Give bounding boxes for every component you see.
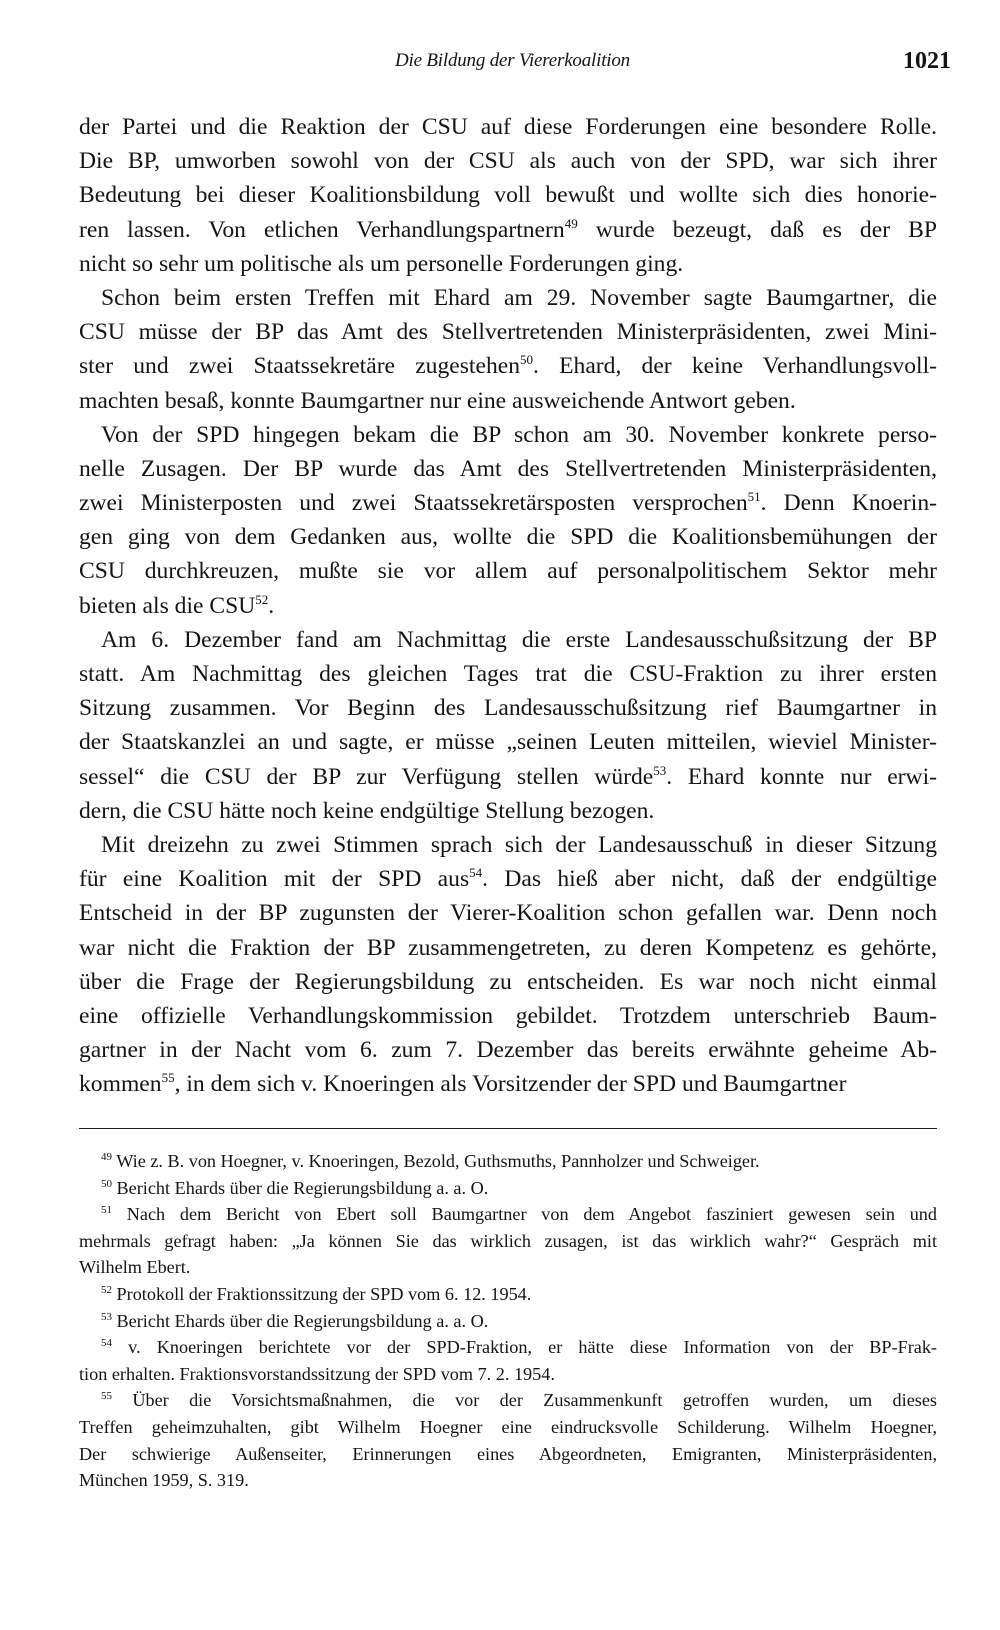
- line-text: Wilhelm Ebert.: [79, 1257, 191, 1278]
- text-line: [79, 1067, 937, 1101]
- text-line: [79, 965, 937, 999]
- line-text-continued: Über die Vorsichtsmaßnahmen, die vor der Zusammenkunft getroffen wurden, um dieses: [112, 1390, 937, 1411]
- footnote-marker: 55: [101, 1390, 112, 1403]
- line-text: Von der SPD hingegen bekam die BP schon am 30. November konkrete perso-: [101, 421, 937, 448]
- text-line: [79, 213, 937, 247]
- line-text: der Partei und die Reaktion der CSU auf diese Forderungen eine besondere Rolle.: [79, 114, 937, 140]
- text-line: [79, 999, 937, 1033]
- text-line: [79, 1148, 937, 1175]
- footnote-marker: 51: [101, 1204, 112, 1217]
- text-line: [79, 1334, 937, 1361]
- text-line: [79, 657, 937, 691]
- text-line: [79, 862, 937, 896]
- line-text: Schon beim ersten Treffen mit Ehard am 29. November sagte Baumgartner, die: [101, 284, 937, 311]
- line-text: mehrmals gefragt haben: „Ja können Sie das wirklich zusagen, ist das wirklich wahr?“ Gespräch mit: [79, 1230, 937, 1251]
- footnote-rule: [79, 1128, 937, 1129]
- footnote: [79, 1308, 937, 1335]
- text-line: [79, 1175, 937, 1202]
- text-line: [79, 589, 937, 623]
- line-text: war nicht die Fraktion der BP zusammengetreten, zu deren Kompetenz es gehörte,: [79, 934, 937, 961]
- line-text-continued: Bericht Ehards über die Regierungsbildung a. a. O.: [112, 1310, 489, 1331]
- text-line: [79, 896, 937, 930]
- line-text: Der schwierige Außenseiter, Erinnerungen eines Abgeordneten, Emigranten, Ministerpräsidenten,: [79, 1443, 937, 1464]
- footnote-marker: 52: [101, 1283, 112, 1296]
- footnote: [79, 1387, 937, 1493]
- line-text-continued: , in dem sich v. Knoeringen als Vorsitzender der SPD und Baumgartner: [174, 1071, 847, 1098]
- line-text-continued: Bericht Ehards über die Regierungsbildung a. a. O.: [112, 1177, 489, 1198]
- line-text: Bedeutung bei dieser Koalitionsbildung voll bewußt und wollte sich dies honorie-: [79, 182, 937, 209]
- running-head: [0, 48, 1000, 84]
- line-text: sessel“ die CSU der BP zur Verfügung stellen würde: [79, 763, 654, 790]
- line-text: ren lassen. Von etlichen Verhandlungspartnern: [79, 216, 565, 243]
- line-text: Sitzung zusammen. Vor Beginn des Landesausschußsitzung rief Baumgartner in: [79, 695, 937, 722]
- footnote: [79, 1334, 937, 1387]
- text-line: [79, 1228, 937, 1255]
- line-text: Am 6. Dezember fand am Nachmittag die erste Landesausschußsitzung der BP: [101, 626, 937, 653]
- line-text-continued: . Ehard konnte nur erwi-: [666, 763, 937, 790]
- footnote-marker: 49: [101, 1151, 112, 1163]
- text-line: [79, 486, 937, 520]
- text-line: [79, 452, 937, 486]
- running-title: Die Bildung der Viererkoalition: [395, 50, 630, 71]
- text-line: [79, 178, 937, 212]
- text-line: [79, 1033, 937, 1067]
- line-text: dern, die CSU hätte noch keine endgültige Stellung bezogen.: [79, 797, 655, 824]
- text-line: [79, 794, 937, 828]
- line-text: nicht so sehr um politische als um personelle Forderungen ging.: [79, 250, 684, 277]
- text-line: [79, 554, 937, 588]
- footnote: [79, 1175, 937, 1202]
- line-text-continued: .: [268, 592, 275, 619]
- text-line: [79, 1441, 937, 1468]
- line-text: CSU durchkreuzen, mußte sie vor allem auf personalpolitischem Sektor mehr: [79, 558, 937, 585]
- text-line: [79, 828, 937, 862]
- text-line: [79, 1361, 937, 1388]
- text-line: [79, 349, 937, 383]
- footnote-marker: 49: [564, 215, 578, 231]
- text-line: [79, 1281, 937, 1308]
- line-text: Mit dreizehn zu zwei Stimmen sprach sich der Landesausschuß in dieser Sitzung: [101, 831, 937, 858]
- footnote-marker: 50: [520, 352, 534, 368]
- text-line: [79, 247, 937, 281]
- line-text: machten besaß, konnte Baumgartner nur eine ausweichende Antwort geben.: [79, 387, 796, 414]
- text-line: [79, 110, 937, 144]
- text-line: [79, 315, 937, 349]
- footnote: [79, 1201, 937, 1281]
- line-text: tion erhalten. Fraktionsvorstandssitzung der SPD vom 7. 2. 1954.: [79, 1363, 555, 1384]
- line-text: gartner in der Nacht vom 6. zum 7. Dezember das bereits erwähnte geheime Ab-: [79, 1037, 937, 1064]
- line-text-continued: Wie z. B. von Hoegner, v. Knoeringen, Bezold, Guthsmuths, Pannholzer und Schweiger.: [112, 1151, 760, 1171]
- paragraph: [79, 110, 937, 281]
- line-text: bieten als die CSU: [79, 592, 256, 619]
- footnote-marker: 54: [469, 865, 483, 881]
- line-text-continued: . Ehard, der keine Verhandlungsvoll-: [533, 353, 937, 380]
- line-text: gen ging von dem Gedanken aus, wollte die SPD die Koalitionsbemühungen der: [79, 524, 937, 551]
- line-text: nelle Zusagen. Der BP wurde das Amt des Stellvertretenden Ministerpräsidenten,: [79, 455, 937, 482]
- line-text-continued: Nach dem Bericht von Ebert soll Baumgartner von dem Angebot fasziniert gewesen sein und: [112, 1204, 937, 1225]
- text-line: [79, 384, 937, 418]
- text-line: [79, 281, 937, 315]
- line-text: eine offizielle Verhandlungskommission gebildet. Trotzdem unterschrieb Baum-: [79, 1002, 937, 1029]
- paragraph: [79, 828, 937, 1102]
- text-line: [79, 725, 937, 759]
- footnote-marker: 53: [101, 1310, 112, 1323]
- line-text: der Staatskanzlei an und sagte, er müsse „seinen Leuten mitteilen, wieviel Minister-: [79, 729, 937, 756]
- text-line: [79, 1254, 937, 1281]
- line-text-continued: v. Knoeringen berichtete vor der SPD-Fraktion, er hätte diese Information von der BP-Frak-: [112, 1337, 937, 1358]
- line-text: ster und zwei Staatssekretäre zugestehen: [79, 353, 521, 380]
- paragraph: [79, 281, 937, 418]
- text-line: [79, 418, 937, 452]
- line-text: CSU müsse der BP das Amt des Stellvertretenden Ministerpräsidenten, zwei Mini-: [79, 319, 937, 346]
- line-text: kommen: [79, 1071, 162, 1098]
- text-line: [79, 931, 937, 965]
- footnote-marker: 52: [255, 591, 269, 607]
- line-text-continued: Protokoll der Fraktionssitzung der SPD vom 6. 12. 1954.: [112, 1283, 532, 1304]
- line-text: zwei Ministerposten und zwei Staatssekretärsposten versprochen: [79, 490, 748, 517]
- line-text: München 1959, S. 319.: [79, 1470, 249, 1491]
- text-line: [79, 623, 937, 657]
- body-text: [79, 110, 937, 1101]
- line-text: Entscheid in der BP zugunsten der Vierer-Koalition schon gefallen war. Denn noch: [79, 900, 937, 927]
- footnote-marker: 54: [101, 1337, 112, 1350]
- line-text: für eine Koalition mit der SPD aus: [79, 866, 470, 893]
- text-line: [79, 1467, 937, 1494]
- text-line: [79, 520, 937, 554]
- text-line: [79, 1201, 937, 1228]
- footnote-marker: 55: [161, 1070, 175, 1086]
- line-text: statt. Am Nachmittag des gleichen Tages trat die CSU-Fraktion zu ihrer ersten: [79, 661, 937, 687]
- page-number: 1021: [903, 48, 951, 74]
- text-line: [79, 760, 937, 794]
- footnote: [79, 1148, 937, 1175]
- paragraph: [79, 418, 937, 623]
- line-text: Treffen geheimzuhalten, gibt Wilhelm Hoegner eine eindrucksvolle Schilderung. Wilhelm Hoegner,: [79, 1416, 937, 1437]
- footnote-marker: 53: [653, 762, 667, 778]
- text-line: [79, 144, 937, 178]
- text-line: [79, 691, 937, 725]
- paragraph: [79, 623, 937, 828]
- text-line: [79, 1387, 937, 1414]
- footnotes: [79, 1148, 937, 1494]
- line-text: über die Frage der Regierungsbildung zu entscheiden. Es war noch nicht einmal: [79, 968, 937, 995]
- line-text-continued: . Das hieß aber nicht, daß der endgültige: [482, 866, 938, 893]
- footnote-marker: 51: [747, 489, 761, 505]
- line-text: Die BP, umworben sowohl von der CSU als auch von der SPD, war sich ihrer: [79, 148, 937, 175]
- line-text-continued: wurde bezeugt, daß es der BP: [577, 216, 937, 243]
- line-text-continued: . Denn Knoerin-: [760, 490, 937, 517]
- footnote-marker: 50: [101, 1177, 112, 1190]
- text-line: [79, 1414, 937, 1441]
- footnote: [79, 1281, 937, 1308]
- text-line: [79, 1308, 937, 1335]
